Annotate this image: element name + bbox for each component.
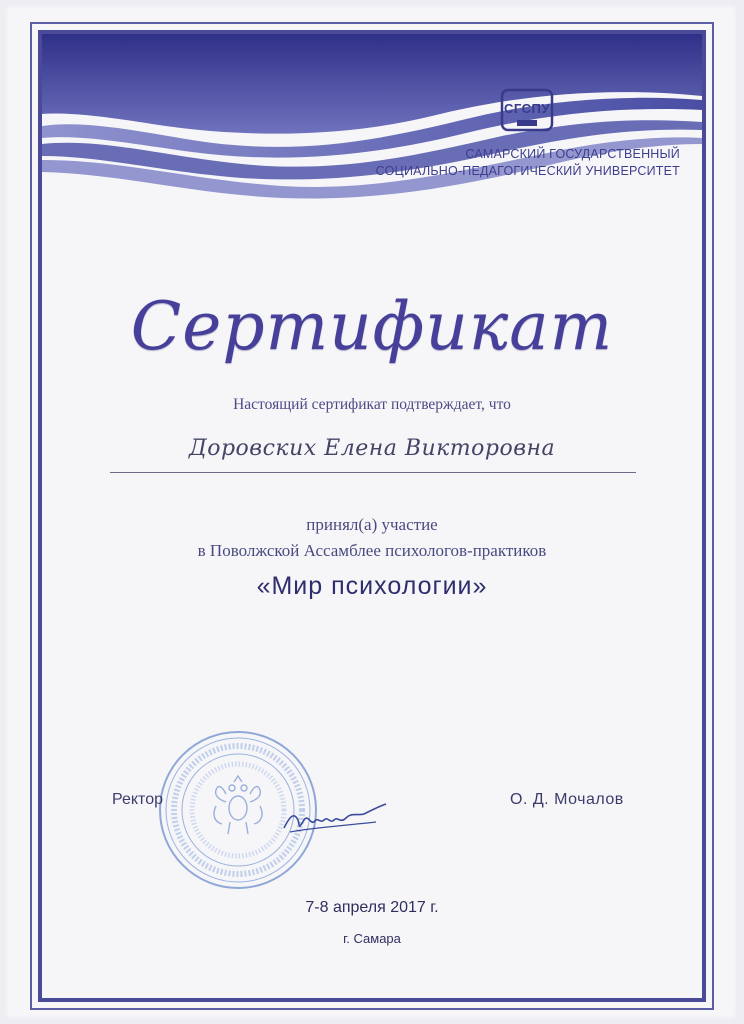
university-name-line1: САМАРСКИЙ ГОСУДАРСТВЕННЫЙ [465, 147, 680, 161]
header-banner [42, 34, 702, 206]
event-date: 7-8 апреля 2017 г. [305, 899, 439, 916]
recipient-name: Доровских Елена Викторовна [188, 436, 556, 461]
rector-label: Ректор [112, 791, 163, 808]
rector-name: О. Д. Мочалов [510, 791, 624, 808]
participation-line2: в Поволжской Ассамблее психологов-практиков [197, 541, 547, 560]
certificate-title: Сертификат [130, 288, 614, 365]
participation-line1: принял(а) участие [306, 515, 438, 534]
event-name: «Мир психологии» [256, 572, 488, 600]
university-name-line2: СОЦИАЛЬНО-ПЕДАГОГИЧЕСКИЙ УНИВЕРСИТЕТ [375, 164, 680, 178]
event-city: г. Самара [343, 931, 401, 946]
logo-text: СГСПУ [504, 100, 550, 116]
name-underline [110, 472, 636, 473]
university-logo [499, 88, 555, 132]
participation-text [0, 512, 744, 564]
rector-signature [280, 794, 390, 840]
certificate-subtitle: Настоящий сертификат подтверждает, что [233, 396, 511, 413]
university-name [376, 146, 680, 180]
